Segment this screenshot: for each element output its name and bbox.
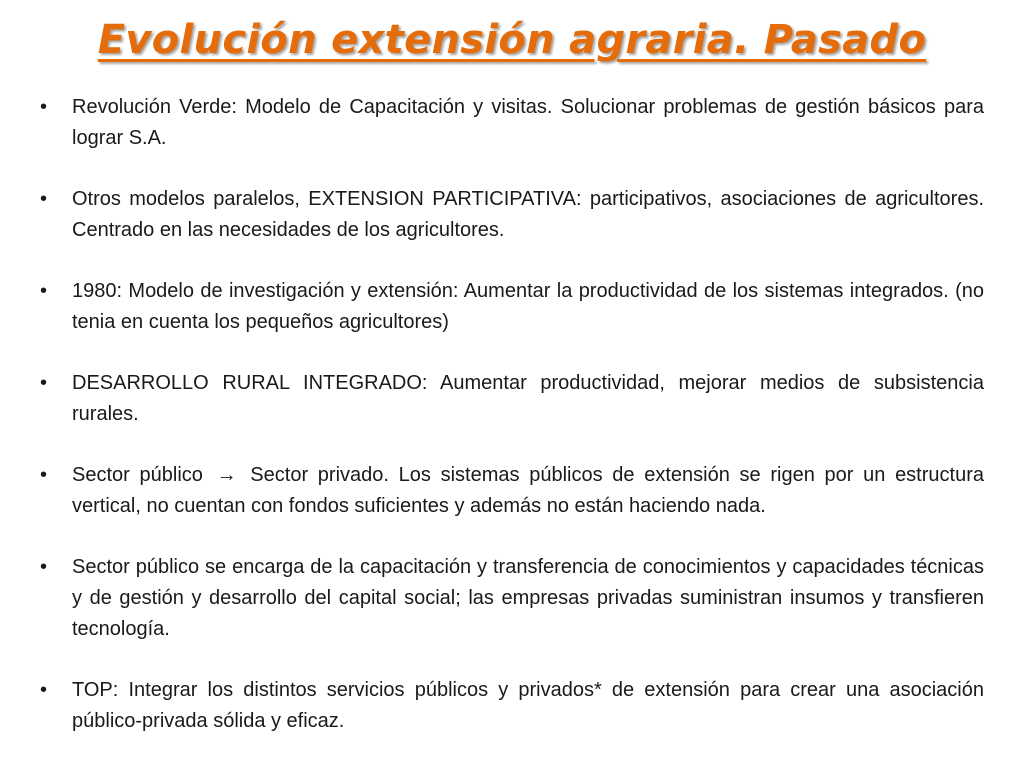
bullet-text: Sector público se encarga de la capacitación y transferencia de conocimientos y capacidades técnicas y de gestión y desarrollo del capital social; las empresas privadas suministran insumos y transfieren tecnología. (72, 556, 984, 640)
bullet-icon: • (40, 679, 48, 701)
bullet-item (40, 552, 984, 645)
bullet-item (40, 184, 984, 246)
bullet-icon: • (40, 188, 48, 210)
bullet-item (40, 368, 984, 430)
bullet-text: Otros modelos paralelos, EXTENSION PARTICIPATIVA: participativos, asociaciones de agricultores. Centrado en las necesidades de los agricultores. (72, 188, 984, 241)
bullet-text: DESARROLLO RURAL INTEGRADO: Aumentar productividad, mejorar medios de subsistencia rurales. (72, 372, 984, 425)
bullet-item (40, 276, 984, 338)
bullet-icon: • (40, 464, 48, 486)
bullet-item (40, 675, 984, 737)
bullet-item (40, 92, 984, 154)
slide-title: Evolución extensión agraria. Pasado (97, 17, 927, 63)
bullet-icon: • (40, 372, 48, 394)
bullet-list (40, 92, 984, 737)
bullet-icon: • (40, 96, 48, 118)
bullet-text: TOP: Integrar los distintos servicios públicos y privados* de extensión para crear una asociación público-privada sólida y eficaz. (72, 679, 984, 732)
bullet-icon: • (40, 556, 48, 578)
bullet-item (40, 460, 984, 522)
bullet-icon: • (40, 280, 48, 302)
bullet-text: 1980: Modelo de investigación y extensión: Aumentar la productividad de los sistemas integrados. (no tenia en cuenta los pequeños agricultores) (72, 280, 984, 333)
bullet-text-after: Sector privado. Los sistemas públicos de extensión se rigen por un estructura vertical, no cuentan con fondos suficientes y además no están haciendo nada. (72, 464, 984, 517)
arrow-right-icon: → (216, 464, 237, 486)
bullet-text: Revolución Verde: Modelo de Capacitación y visitas. Solucionar problemas de gestión básicos para lograr S.A. (72, 96, 984, 149)
bullet-text-before: Sector público (72, 464, 203, 486)
